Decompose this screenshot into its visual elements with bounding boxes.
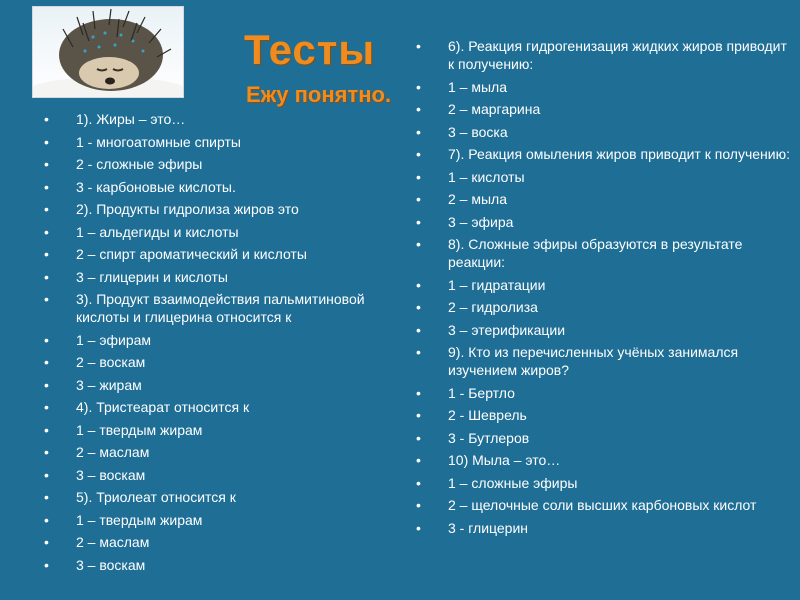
list-item: • 2 – маслам bbox=[44, 443, 374, 461]
list-item: • 8). Сложные эфиры образуются в результате реакции: bbox=[416, 235, 796, 271]
list-item: • 1). Жиры – это… bbox=[44, 110, 374, 128]
list-item: • 1 – эфирам bbox=[44, 331, 374, 349]
list-item: • 1 – кислоты bbox=[416, 168, 796, 186]
right-question-list bbox=[416, 37, 796, 541]
list-item: • 4). Тристеарат относится к bbox=[44, 398, 374, 416]
list-item: • 2 – щелочные соли высших карбоновых кислот bbox=[416, 496, 796, 514]
list-item: • 6). Реакция гидрогенизация жидких жиров приводит к получению: bbox=[416, 37, 796, 73]
list-item: • 7). Реакция омыления жиров приводит к получению: bbox=[416, 145, 796, 163]
list-item: • 2 – воскам bbox=[44, 353, 374, 371]
list-item: • 1 – сложные эфиры bbox=[416, 474, 796, 492]
hedgehog-icon bbox=[33, 7, 183, 97]
list-item: • 3 – глицерин и кислоты bbox=[44, 268, 374, 286]
list-item: • 3 – воскам bbox=[44, 466, 374, 484]
list-item: • 10) Мыла – это… bbox=[416, 451, 796, 469]
list-item: • 3 – этерификации bbox=[416, 321, 796, 339]
list-item: • 3). Продукт взаимодействия пальмитиновой кислоты и глицерина относится к bbox=[44, 290, 374, 326]
list-item: • 1 – альдегиды и кислоты bbox=[44, 223, 374, 241]
page-title: Тесты bbox=[244, 26, 376, 73]
list-item: • 3 – эфира bbox=[416, 213, 796, 231]
list-item: • 2 – маргарина bbox=[416, 100, 796, 118]
page-subtitle: Ежу понятно. bbox=[246, 82, 392, 107]
list-item: • 3 – жирам bbox=[44, 376, 374, 394]
list-item: • 2 - сложные эфиры bbox=[44, 155, 374, 173]
hedgehog-picture bbox=[32, 6, 184, 98]
list-item: • 1 – твердым жирам bbox=[44, 421, 374, 439]
list-item: • 1 – твердым жирам bbox=[44, 511, 374, 529]
list-item: • 2 – спирт ароматический и кислоты bbox=[44, 245, 374, 263]
list-item: • 3 - Бутлеров bbox=[416, 429, 796, 447]
list-item: • 5). Триолеат относится к bbox=[44, 488, 374, 506]
list-item: • 1 – гидратации bbox=[416, 276, 796, 294]
list-item: • 1 - Бертло bbox=[416, 384, 796, 402]
list-item: • 3 - карбоновые кислоты. bbox=[44, 178, 374, 196]
list-item: • 2 – гидролиза bbox=[416, 298, 796, 316]
list-item: • 9). Кто из перечисленных учёных занимался изучением жиров? bbox=[416, 343, 796, 379]
list-item: • 2). Продукты гидролиза жиров это bbox=[44, 200, 374, 218]
list-item: • 2 – мыла bbox=[416, 190, 796, 208]
list-item: • 3 - глицерин bbox=[416, 519, 796, 537]
list-item: • 1 - многоатомные спирты bbox=[44, 133, 374, 151]
list-item: • 2 - Шеврель bbox=[416, 406, 796, 424]
list-item: • 3 – воскам bbox=[44, 556, 374, 574]
left-question-list bbox=[44, 110, 374, 578]
list-item: • 3 – воска bbox=[416, 123, 796, 141]
list-item: • 2 – маслам bbox=[44, 533, 374, 551]
list-item: • 1 – мыла bbox=[416, 78, 796, 96]
